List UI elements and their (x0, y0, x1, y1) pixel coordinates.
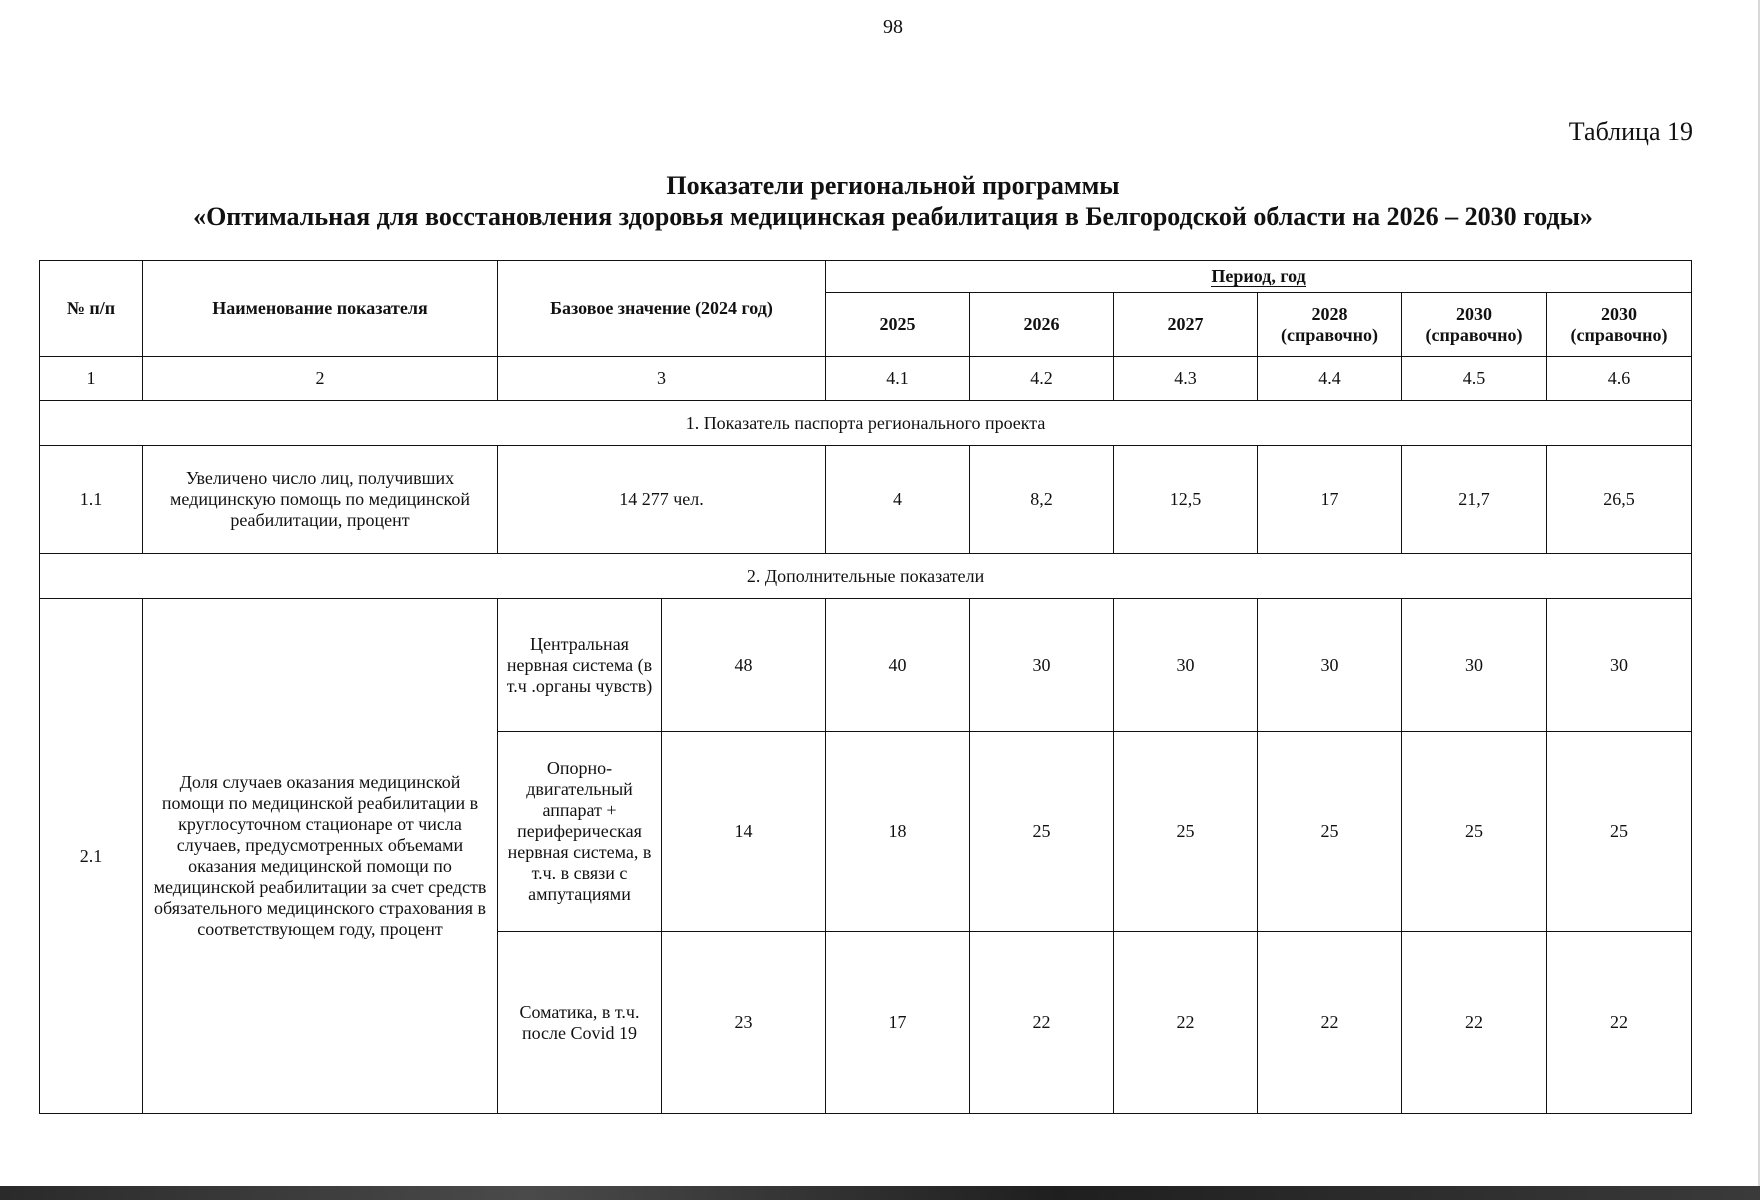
row-name: Увеличено число лиц, получивших медицинскую помощь по медицинской реабилитации, процент (143, 446, 498, 554)
header-year-5: 2030 (справочно) (1402, 293, 1547, 357)
section-row-1 (40, 401, 1692, 446)
row-value: 8,2 (970, 446, 1114, 554)
row-value: 22 (1547, 932, 1692, 1114)
document-title-line-1: Показатели региональной программы (666, 171, 1120, 200)
section-heading: 2. Дополнительные показатели (40, 554, 1692, 599)
table-row (40, 599, 1692, 732)
header-name: Наименование показателя (143, 261, 498, 357)
row-value: 18 (826, 732, 970, 932)
row-value: 40 (826, 599, 970, 732)
subrow-label: Соматика, в т.ч. после Covid 19 (498, 932, 662, 1114)
row-name: Доля случаев оказания медицинской помощи по медицинской реабилитации в круглосуточном стационаре от числа случаев, предусмотренных объемами оказания медицинской помощи по медицинской реабилитации за счет средств обязательного медицинского страхования в соответствующем году, процент (143, 599, 498, 1114)
row-num: 1.1 (40, 446, 143, 554)
column-number: 4.1 (826, 357, 970, 401)
column-number: 1 (40, 357, 143, 401)
row-num: 2.1 (40, 599, 143, 1114)
column-number: 4.3 (1114, 357, 1258, 401)
document-title-line-2: «Оптимальная для восстановления здоровья медицинская реабилитация в Белгородской области на 2026 – 2030 годы» (193, 202, 1593, 231)
column-number: 4.6 (1547, 357, 1692, 401)
table-label: Таблица 19 (1568, 117, 1693, 146)
row-value: 12,5 (1114, 446, 1258, 554)
row-value: 22 (1402, 932, 1547, 1114)
indicators-table (39, 260, 1692, 1114)
row-value: 30 (1114, 599, 1258, 732)
header-period (826, 261, 1692, 293)
page-number: 98 (883, 16, 903, 38)
column-numbering-row (40, 357, 1692, 401)
row-value: 25 (1258, 732, 1402, 932)
row-base-value: 14 277 чел. (498, 446, 826, 554)
scan-bottom-band (0, 1186, 1760, 1200)
column-number: 4.2 (970, 357, 1114, 401)
row-value: 30 (1402, 599, 1547, 732)
column-number: 4.4 (1258, 357, 1402, 401)
header-row-1 (40, 261, 1692, 293)
row-value: 22 (1114, 932, 1258, 1114)
row-value: 25 (1402, 732, 1547, 932)
row-value: 4 (826, 446, 970, 554)
document-title (0, 170, 1760, 232)
subrow-base-value: 23 (662, 932, 826, 1114)
row-value: 30 (1258, 599, 1402, 732)
header-period-label: Период, год (1211, 266, 1306, 286)
row-value: 25 (1114, 732, 1258, 932)
column-number: 4.5 (1402, 357, 1547, 401)
header-year-6: 2030 (справочно) (1547, 293, 1692, 357)
header-year-3: 2027 (1114, 293, 1258, 357)
row-value: 22 (970, 932, 1114, 1114)
row-value: 30 (1547, 599, 1692, 732)
header-num: № п/п (40, 261, 143, 357)
subrow-label: Опорно-двигательный аппарат + периферическая нервная система, в т.ч. в связи с ампутациями (498, 732, 662, 932)
row-value: 22 (1258, 932, 1402, 1114)
row-value: 17 (1258, 446, 1402, 554)
section-heading: 1. Показатель паспорта регионального проекта (40, 401, 1692, 446)
row-value: 30 (970, 599, 1114, 732)
row-value: 26,5 (1547, 446, 1692, 554)
subrow-base-value: 14 (662, 732, 826, 932)
header-year-1: 2025 (826, 293, 970, 357)
subrow-base-value: 48 (662, 599, 826, 732)
column-number: 3 (498, 357, 826, 401)
table-row (40, 446, 1692, 554)
column-number: 2 (143, 357, 498, 401)
section-row-2 (40, 554, 1692, 599)
header-base: Базовое значение (2024 год) (498, 261, 826, 357)
row-value: 17 (826, 932, 970, 1114)
header-year-4: 2028 (справочно) (1258, 293, 1402, 357)
row-value: 21,7 (1402, 446, 1547, 554)
row-value: 25 (970, 732, 1114, 932)
subrow-label: Центральная нервная система (в т.ч .органы чувств) (498, 599, 662, 732)
row-value: 25 (1547, 732, 1692, 932)
header-year-2: 2026 (970, 293, 1114, 357)
